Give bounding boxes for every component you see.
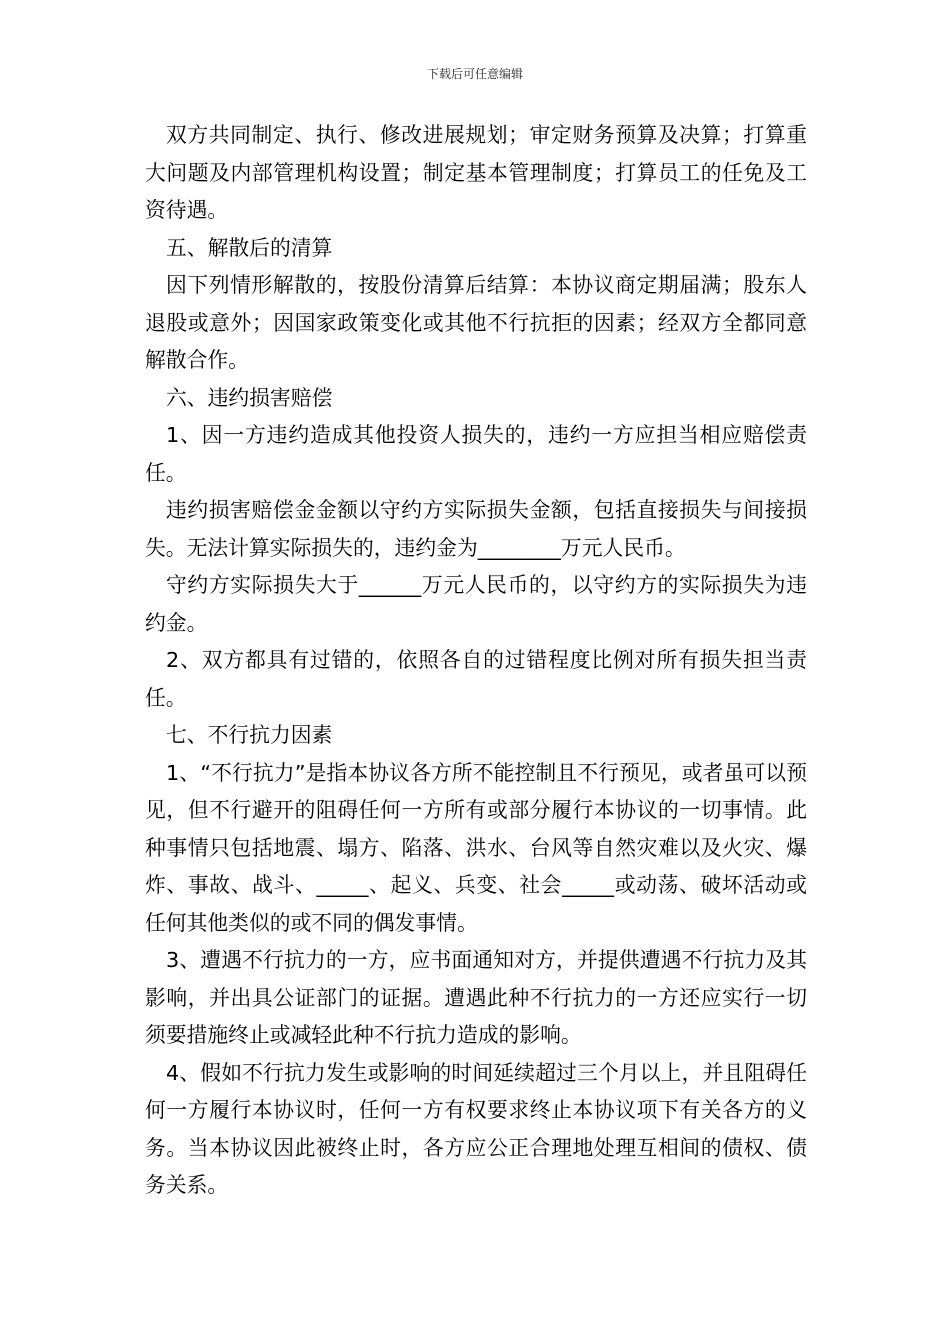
page-header: 下载后可任意编辑 [426,67,523,81]
section-heading: 七、不行抗力因素 [166,723,333,747]
paragraph: 2、双方都具有过错的，依照各自的过错程度比例对所有损失担当责任。 [145,648,807,710]
section-heading: 五、解散后的清算 [166,235,333,260]
document-body [145,117,807,1205]
paragraph: 双方共同制定、执行、修改进展规划；审定财务预算及决算；打算重大问题及内部管理机构设置；制定基本管理制度；打算员工的任免及工资待遇。 [145,123,807,222]
paragraph: 因下列情形解散的，按股份清算后结算：本协议商定期届满；股东人退股或意外；因国家政策变化或其他不行抗拒的因素；经双方全都同意解散合作。 [145,273,807,372]
paragraph: 违约损害赔偿金金额以守约方实际损失金额，包括直接损失与间接损失。无法计算实际损失的，违约金为________万元人民币。 [145,498,807,560]
paragraph: 1、因一方违约造成其他投资人损失的，违约一方应担当相应赔偿责任。 [145,423,807,485]
paragraph: 守约方实际损失大于______万元人民币的，以守约方的实际损失为违约金。 [145,573,807,635]
paragraph: 3、遭遇不行抗力的一方，应书面通知对方，并提供遭遇不行抗力及其影响，并出具公证部门的证据。遭遇此种不行抗力的一方还应实行一切须要措施终止或减轻此种不行抗力造成的影响。 [145,948,807,1047]
section-heading: 六、违约损害赔偿 [166,385,333,410]
paragraph: 4、假如不行抗力发生或影响的时间延续超过三个月以上，并且阻碍任何一方履行本协议时，任何一方有权要求终止本协议项下有关各方的义务。当本协议因此被终止时，各方应公正合理地处理互相间的债权、债务关系。 [145,1060,807,1197]
paragraph: 1、“不行抗力”是指本协议各方所不能控制且不行预见，或者虽可以预见，但不行避开的阻碍任何一方所有或部分履行本协议的一切事情。此种事情只包括地震、塌方、陷落、洪水、台风等自然灾难以及火灾、爆炸、事故、战斗、_____、起义、兵变、社会_____或动荡、破坏活动或任何其他类似的或不同的偶发事情。 [145,760,807,935]
